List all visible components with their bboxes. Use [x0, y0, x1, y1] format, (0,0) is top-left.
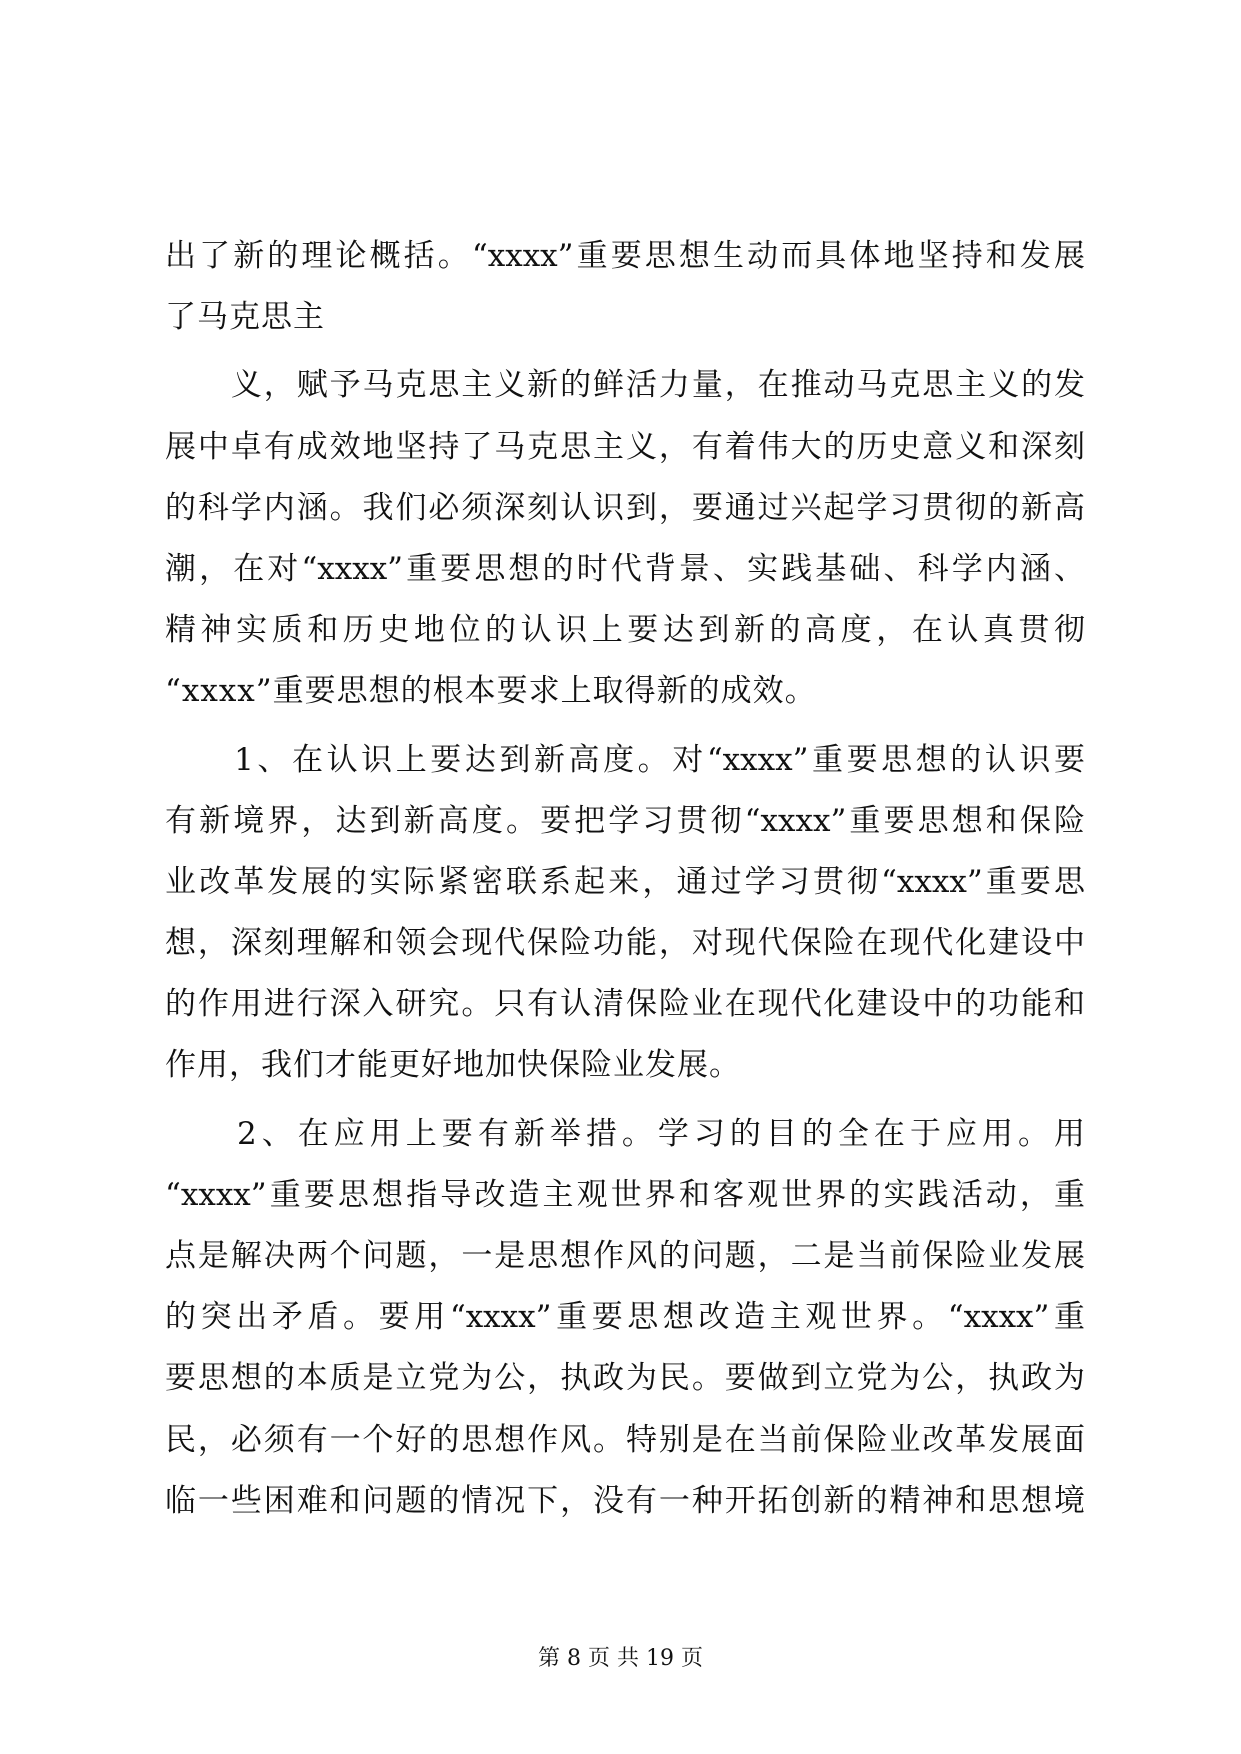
text-line-12: 想，深刻理解和领会现代保险功能，对现代保险在现代化建设中: [165, 925, 1085, 962]
page-number-label: 第 8 页 共 19 页: [538, 1646, 703, 1671]
text-line-6: 潮，在对“xxxx”重要思想的时代背景、实践基础、科学内涵、: [165, 550, 1085, 587]
text-line-7: 精神实质和历史地位的认识上要达到新的高度，在认真贯彻: [165, 612, 1085, 649]
text-line-8: “xxxx”重要思想的根本要求上取得新的成效。: [165, 673, 817, 710]
page-footer: [0, 1644, 1241, 1674]
text-line-11: 业改革发展的实际紧密联系起来，通过学习贯彻“xxxx”重要思: [165, 863, 1085, 900]
text-line-21: 临一些困难和问题的情况下，没有一种开拓创新的精神和思想境: [165, 1482, 1085, 1519]
text-line-10: 有新境界，达到新高度。要把学习贯彻“xxxx”重要思想和保险: [165, 802, 1085, 839]
text-line-17: 点是解决两个问题，一是思想作风的问题，二是当前保险业发展: [165, 1238, 1085, 1274]
text-line-20: 民，必须有一个好的思想作风。特别是在当前保险业改革发展面: [165, 1421, 1085, 1458]
text-line-15: 2、在应用上要有新举措。学习的目的全在于应用。用: [165, 1115, 1085, 1152]
text-line-16: “xxxx”重要思想指导改造主观世界和客观世界的实践活动，重: [165, 1176, 1085, 1213]
text-line-9: 1、在认识上要达到新高度。对“xxxx”重要思想的认识要: [165, 741, 1085, 778]
text-line-14: 作用，我们才能更好地加快保险业发展。: [165, 1047, 741, 1084]
text-line-2: 了马克思主: [165, 299, 325, 336]
text-line-5: 的科学内涵。我们必须深刻认识到，要通过兴起学习贯彻的新高: [165, 489, 1085, 526]
text-line-18: 的突出矛盾。要用“xxxx”重要思想改造主观世界。“xxxx”重: [165, 1299, 1085, 1336]
text-line-4: 展中卓有成效地坚持了马克思主义，有着伟大的历史意义和深刻: [165, 428, 1085, 465]
text-line-13: 的作用进行深入研究。只有认清保险业在现代化建设中的功能和: [165, 986, 1085, 1023]
text-line-3: 义，赋予马克思主义新的鲜活力量，在推动马克思主义的发: [165, 367, 1085, 404]
text-line-1: 出了新的理论概括。“xxxx”重要思想生动而具体地坚持和发展: [165, 238, 1085, 274]
body-text: [165, 226, 1085, 1532]
text-line-19: 要思想的本质是立党为公，执政为民。要做到立党为公，执政为: [165, 1360, 1085, 1397]
